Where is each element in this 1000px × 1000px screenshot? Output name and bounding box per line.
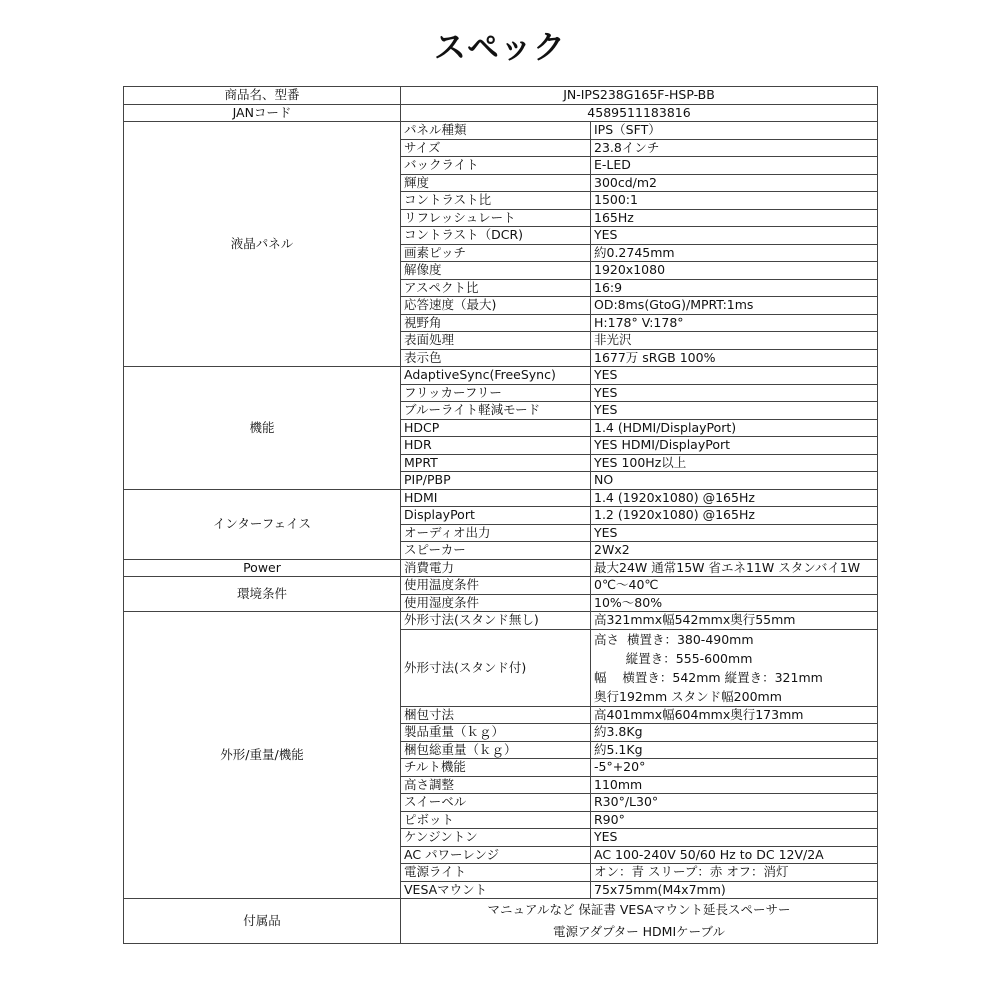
spec-value: E-LED bbox=[591, 157, 878, 175]
spec-value: 165Hz bbox=[591, 209, 878, 227]
spec-key: MPRT bbox=[401, 454, 591, 472]
spec-key: 電源ライト bbox=[401, 864, 591, 882]
spec-key: スイーベル bbox=[401, 794, 591, 812]
spec-value: R90° bbox=[591, 811, 878, 829]
spec-value-line: 幅 横置き：542mm 縦置き：321mm bbox=[594, 669, 823, 685]
spec-value: R30°/L30° bbox=[591, 794, 878, 812]
spec-key: DisplayPort bbox=[401, 507, 591, 525]
spec-value: 110mm bbox=[591, 776, 878, 794]
spec-key: コントラスト比 bbox=[401, 192, 591, 210]
spec-key: 表示色 bbox=[401, 349, 591, 367]
spec-value: 23.8インチ bbox=[591, 139, 878, 157]
spec-key: サイズ bbox=[401, 139, 591, 157]
spec-key: HDR bbox=[401, 437, 591, 455]
spec-value: YES bbox=[591, 829, 878, 847]
spec-value: AC 100-240V 50/60 Hz to DC 12V/2A bbox=[591, 846, 878, 864]
spec-row bbox=[124, 559, 878, 577]
spec-key: 製品重量（ｋｇ） bbox=[401, 724, 591, 742]
section-category: Power bbox=[124, 559, 401, 577]
accessories-line: 電源アダプター HDMIケーブル bbox=[552, 924, 726, 939]
spec-value: YES bbox=[591, 367, 878, 385]
spec-key: PIP/PBP bbox=[401, 472, 591, 490]
spec-key: スピーカー bbox=[401, 542, 591, 560]
spec-value-line: 奥行192mm スタンド幅200mm bbox=[594, 688, 782, 704]
spec-key: 使用温度条件 bbox=[401, 577, 591, 595]
section-category: インターフェイス bbox=[124, 489, 401, 559]
spec-value: 75x75mm(M4x7mm) bbox=[591, 881, 878, 899]
spec-key: 使用湿度条件 bbox=[401, 594, 591, 612]
section-category: 外形/重量/機能 bbox=[124, 612, 401, 899]
spec-value: 約5.1Kg bbox=[591, 741, 878, 759]
spec-key: 解像度 bbox=[401, 262, 591, 280]
spec-value: 300cd/m2 bbox=[591, 174, 878, 192]
model-value: JN-IPS238G165F-HSP-BB bbox=[401, 87, 878, 105]
spec-value: 1.2 (1920x1080) @165Hz bbox=[591, 507, 878, 525]
spec-key: AdaptiveSync(FreeSync) bbox=[401, 367, 591, 385]
accessories-line: マニュアルなど 保証書 VESAマウント延長スペーサー bbox=[487, 902, 791, 917]
spec-key: チルト機能 bbox=[401, 759, 591, 777]
spec-value: 約0.2745mm bbox=[591, 244, 878, 262]
spec-value: 16:9 bbox=[591, 279, 878, 297]
spec-value-line: 高さ 横置き：380-490mm bbox=[594, 631, 754, 647]
page-title: スペック bbox=[433, 28, 566, 66]
section-category: 液晶パネル bbox=[124, 122, 401, 367]
spec-row bbox=[124, 577, 878, 595]
accessories-label: 付属品 bbox=[124, 899, 401, 944]
spec-row bbox=[124, 122, 878, 140]
spec-value: YES bbox=[591, 524, 878, 542]
spec-key: 梱包総重量（ｋｇ） bbox=[401, 741, 591, 759]
spec-key: HDCP bbox=[401, 419, 591, 437]
spec-value: 1500:1 bbox=[591, 192, 878, 210]
spec-key: ケンジントン bbox=[401, 829, 591, 847]
spec-value: 高401mmx幅604mmx奥行173mm bbox=[591, 706, 878, 724]
spec-value: YES bbox=[591, 227, 878, 245]
jan-value: 4589511183816 bbox=[401, 104, 878, 122]
spec-value: 1920x1080 bbox=[591, 262, 878, 280]
spec-value: 1677万 sRGB 100% bbox=[591, 349, 878, 367]
spec-key: 高さ調整 bbox=[401, 776, 591, 794]
spec-key: リフレッシュレート bbox=[401, 209, 591, 227]
spec-key: アスペクト比 bbox=[401, 279, 591, 297]
spec-value bbox=[591, 629, 878, 706]
spec-key: 消費電力 bbox=[401, 559, 591, 577]
spec-value: YES bbox=[591, 402, 878, 420]
spec-value: 高321mmx幅542mmx奥行55mm bbox=[591, 612, 878, 630]
spec-value: 最大24W 通常15W 省エネ11W スタンバイ1W bbox=[591, 559, 878, 577]
spec-key: コントラスト（DCR) bbox=[401, 227, 591, 245]
spec-value: 約3.8Kg bbox=[591, 724, 878, 742]
spec-value: NO bbox=[591, 472, 878, 490]
spec-key: オーディオ出力 bbox=[401, 524, 591, 542]
spec-value-line: 縦置き：555-600mm bbox=[594, 650, 753, 666]
spec-value: YES 100Hz以上 bbox=[591, 454, 878, 472]
spec-key: ピボット bbox=[401, 811, 591, 829]
spec-value: 2Wx2 bbox=[591, 542, 878, 560]
spec-value: IPS（SFT） bbox=[591, 122, 878, 140]
spec-value: OD:8ms(GtoG)/MPRT:1ms bbox=[591, 297, 878, 315]
spec-value: YES bbox=[591, 384, 878, 402]
model-label: 商品名、型番 bbox=[124, 87, 401, 105]
spec-key: フリッカーフリー bbox=[401, 384, 591, 402]
accessories-row bbox=[124, 899, 878, 944]
spec-key: ブルーライト軽減モード bbox=[401, 402, 591, 420]
model-row bbox=[124, 87, 878, 105]
spec-value: 1.4 (HDMI/DisplayPort) bbox=[591, 419, 878, 437]
spec-key: 外形寸法(スタンド付) bbox=[401, 629, 591, 706]
section-category: 機能 bbox=[124, 367, 401, 490]
spec-table bbox=[123, 86, 878, 944]
spec-key: パネル種類 bbox=[401, 122, 591, 140]
spec-key: 画素ピッチ bbox=[401, 244, 591, 262]
spec-value: 非光沢 bbox=[591, 332, 878, 350]
spec-value: オン：青 スリープ：赤 オフ：消灯 bbox=[591, 864, 878, 882]
spec-key: 外形寸法(スタンド無し) bbox=[401, 612, 591, 630]
section-category: 環境条件 bbox=[124, 577, 401, 612]
spec-value: YES HDMI/DisplayPort bbox=[591, 437, 878, 455]
spec-key: VESAマウント bbox=[401, 881, 591, 899]
spec-row bbox=[124, 612, 878, 630]
spec-value: 1.4 (1920x1080) @165Hz bbox=[591, 489, 878, 507]
jan-label: JANコード bbox=[124, 104, 401, 122]
spec-row bbox=[124, 489, 878, 507]
spec-value: 10%～80% bbox=[591, 594, 878, 612]
spec-key: AC パワーレンジ bbox=[401, 846, 591, 864]
spec-value: 0℃～40℃ bbox=[591, 577, 878, 595]
accessories-value bbox=[401, 899, 878, 944]
spec-value: -5°+20° bbox=[591, 759, 878, 777]
spec-key: 表面処理 bbox=[401, 332, 591, 350]
spec-key: 輝度 bbox=[401, 174, 591, 192]
spec-key: バックライト bbox=[401, 157, 591, 175]
spec-key: HDMI bbox=[401, 489, 591, 507]
spec-key: 視野角 bbox=[401, 314, 591, 332]
spec-row bbox=[124, 367, 878, 385]
spec-value: H:178° V:178° bbox=[591, 314, 878, 332]
jan-row bbox=[124, 104, 878, 122]
spec-key: 梱包寸法 bbox=[401, 706, 591, 724]
spec-key: 応答速度（最大) bbox=[401, 297, 591, 315]
